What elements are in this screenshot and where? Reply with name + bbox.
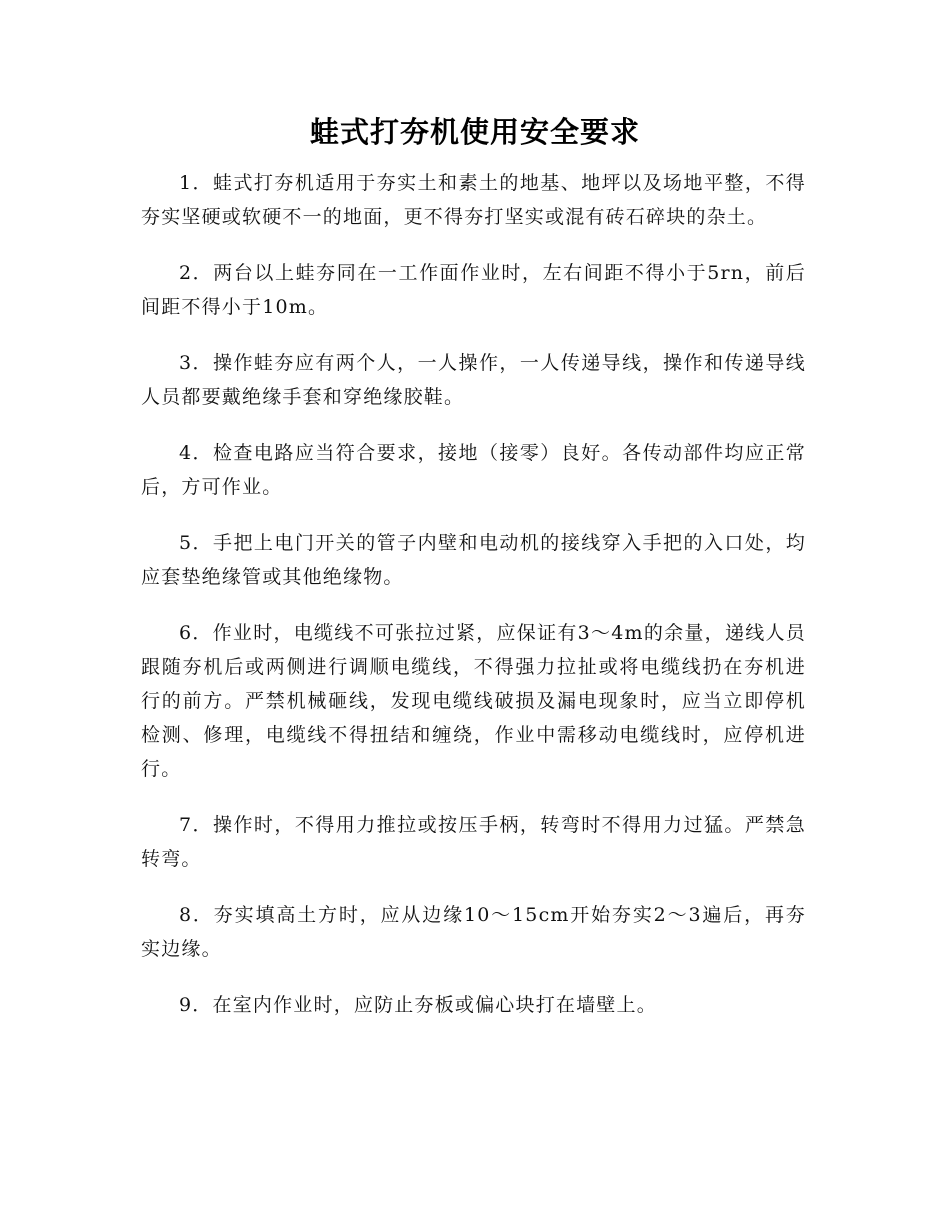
paragraph-2: 2．两台以上蛙夯同在一工作面作业时，左右间距不得小于5rn，前后间距不得小于10m。 (141, 262, 806, 318)
paragraph-4: 4．检查电路应当符合要求，接地（接零）良好。各传动部件均应正常后，方可作业。 (141, 442, 806, 498)
paragraph-3: 3．操作蛙夯应有两个人，一人操作，一人传递导线，操作和传递导线人员都要戴绝缘手套和穿绝缘胶鞋。 (141, 352, 806, 408)
paragraph-7: 7．操作时，不得用力推拉或按压手柄，转弯时不得用力过猛。严禁急转弯。 (141, 814, 806, 870)
paragraph-8: 8．夯实填高土方时，应从边缘10～15cm开始夯实2～3遍后，再夯实边缘。 (141, 904, 806, 960)
paragraph-1: 1．蛙式打夯机适用于夯实土和素土的地基、地坪以及场地平整，不得夯实坚硬或软硬不一的地面，更不得夯打坚实或混有砖石碎块的杂土。 (141, 172, 806, 228)
page-title: 蛙式打夯机使用安全要求 (309, 115, 640, 149)
paragraph-6: 6．作业时，电缆线不可张拉过紧，应保证有3～4m的余量，递线人员跟随夯机后或两侧进行调顺电缆线，不得强力拉扯或将电缆线扔在夯机进行的前方。严禁机械砸线，发现电缆线破损及漏电现象时，应当立即停机检测、修理，电缆线不得扭结和缠绕，作业中需移动电缆线时，应停机进行。 (141, 622, 806, 780)
document-body (141, 166, 806, 1044)
paragraph-9: 9．在室内作业时，应防止夯板或偏心块打在墙壁上。 (179, 994, 657, 1016)
paragraph-5: 5．手把上电门开关的管子内壁和电动机的接线穿入手把的入口处，均应套垫绝缘管或其他绝缘物。 (141, 532, 806, 588)
